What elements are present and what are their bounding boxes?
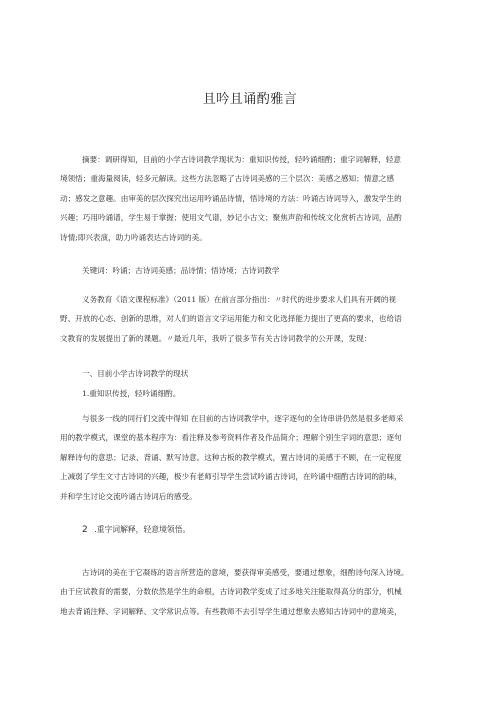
paragraph-line: 并和学生讨论交流吟诵古诗词后的感受。: [60, 491, 197, 501]
intro-paragraph: [60, 290, 445, 348]
subsection-number: 2: [82, 525, 88, 535]
paragraph-line: 解释诗句的意思；记录、背诵、默写诗意。这种古板的教学模式，置古诗词的美感于不顾，在一定程度: [60, 452, 402, 462]
document-title: 且吟且诵酌雅言: [202, 92, 298, 107]
abstract-line: 摘要：调研得知，目前的小学古诗词教学现状为：重知识传授，轻吟诵细酌；重字词解释，轻意: [82, 155, 401, 164]
subsection-heading-text: 1.重知识传授，轻吟诵细酌。: [82, 389, 181, 398]
paragraph-line: 与很多一线的同行们交流中得知 在目前的古诗词教学中，逐字逐句的全诗串讲仍然是很多老师采: [82, 414, 404, 423]
paragraph-line: 用的教学模式，课堂的基本程序为：看注释及参考资料作者及作品简介；理解个别生字词的意思；逐句: [60, 433, 402, 443]
abstract-paragraph: [60, 150, 445, 247]
subsection-heading-text: .重字词解释，轻意境领悟。: [94, 525, 191, 534]
section-heading: [60, 364, 445, 383]
abstract-line: 诗情;即兴表演，助力吟诵表达古诗词的美。: [60, 232, 207, 242]
abstract-line: 动；感发之意趣。由审美的层次探究出运用吟诵品诗情，悟诗境的方法：吟诵古诗词导入，激发学生的: [60, 193, 402, 203]
paragraph-line: 古诗词的美在于它凝练的语言所营造的意境，要获得审美感受，要通过想象，细酌诗句深入诗境。: [82, 568, 409, 577]
keywords-paragraph: [60, 261, 445, 280]
abstract-line: 兴趣；巧用吟诵谱，学生易于掌握；使用文气谱，妙记小古文；聚焦声韵和传统文化赏析古诗词，品酌: [60, 213, 402, 223]
intro-line: 义务教育《语文课程标准》（2011 版）在前言部分指出：〃时代的进步要求人们具有开阔的视: [82, 295, 397, 304]
subsection-heading: [60, 384, 445, 403]
paragraph-line: 地去背诵注释、字词解释、文学常识点等。有些教师不去引导学生通过想象去感知古诗词中的意境美，: [60, 606, 402, 616]
section-heading-text: 一、目前小学古诗词教学的现状: [82, 369, 189, 378]
intro-line: 文教育的发展提出了新的课题。〃最近几年，我听了很多节有关古诗词教学的公开课，发现：: [60, 333, 372, 343]
subsection-paragraph: [60, 409, 445, 506]
abstract-line: 境领悟；重海量阅读，轻多元解读。这些方法忽略了古诗词美感的三个层次：美感之感知；情意之感: [60, 174, 395, 184]
keywords-line: 关键词：吟诵；古诗词美感；品诗情；悟诗境；古诗词教学: [82, 266, 280, 275]
paragraph-line: 由于应试教育的需要，分数依然是学生的命根，古诗词教学变成了过多地关注能取得高分的部分，机械: [60, 587, 402, 597]
paragraph-line: 上减弱了学生文寸古诗词的兴趣，极少有老师引导学生尝试吟诵古诗词，在吟诵中细酌古诗词的韵味，: [60, 472, 402, 482]
subsection-paragraph: [60, 563, 445, 621]
subsection-heading: [82, 524, 190, 535]
intro-line: 野、开放的心态、创新的思维，对人们的语言文字运用能力和文化选择能力提出了更高的要求，也给语: [60, 314, 402, 324]
